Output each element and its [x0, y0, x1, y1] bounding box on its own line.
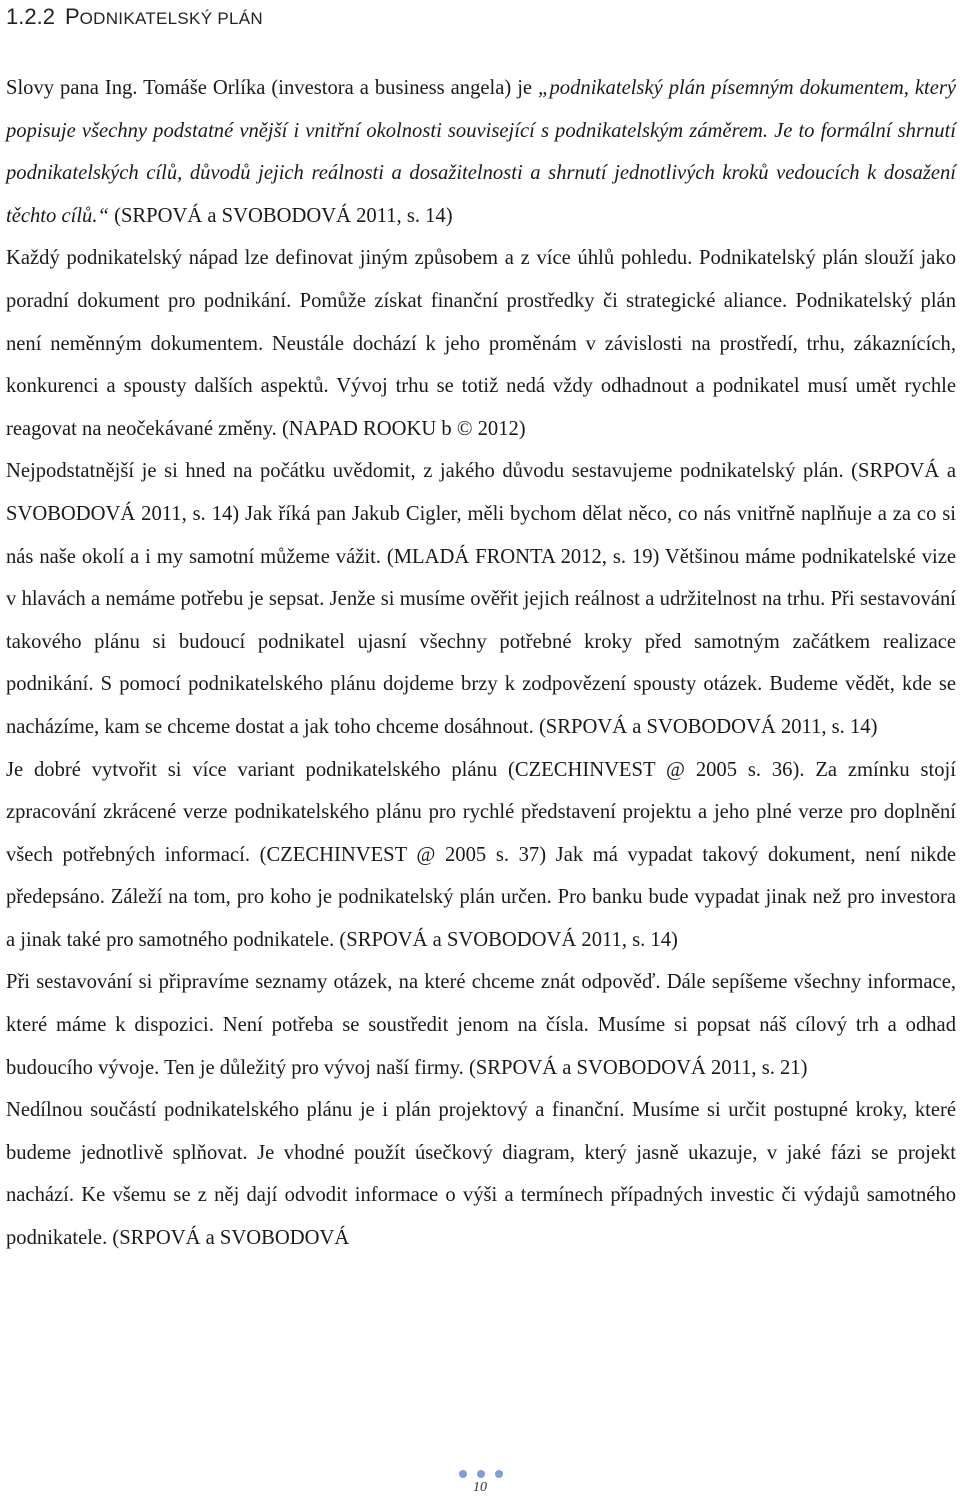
section-heading	[6, 0, 956, 36]
citation-text: (SRPOVÁ a SVOBODOVÁ 2011, s. 14)	[108, 204, 453, 227]
paragraph-variants: Je dobré vytvořit si více variant podnikatelského plánu (CZECHINVEST @ 2005 s. 36). Za zmínku stojí zpracování zkrácené verze podnikatelského plánu pro rychlé představení projektu a jeho plné verze pro doplnění všech potřebných informací. (CZECHINVEST @ 2005 s. 37) Jak má vypadat takový dokument, není nikde předepsáno. Záleží na tom, pro koho je podnikatelský plán určen. Pro banku bude vypadat jinak než pro investora a jinak také pro samotného podnikatele. (SRPOVÁ a SVOBODOVÁ 2011, s. 14)	[6, 758, 956, 951]
italic-quote: „podnikatelský plán písemným dokumentem, který popisuje všechny podstatné vnější i vnitřní okolnosti související s podnikatelským záměrem. Je to formální shrnutí podnikatelských cílů, důvodů jejich reálnosti a dosažitelnosti a shrnutí jednotlivých kroků vedoucích k dosažení těchto cílů.“	[6, 77, 956, 227]
paragraph-business-idea: Každý podnikatelský nápad lze definovat jiným způsobem a z více úhlů pohledu. Podnikatelský plán slouží jako poradní dokument pro podnikání. Pomůže získat finanční prostředky či strategické aliance. Podnikatelský plán není neměnným dokumentem. Neustále dochází k jeho proměnám v závislosti na prostředí, trhu, zákaznících, konkurenci a spousty dalších aspektů. Vývoj trhu se totiž nedá vždy odhadnout a podnikatel musí umět rychle reagovat na neočekávané změny. (NAPAD ROOKU b © 2012)	[6, 247, 956, 440]
section-number: 1.2.2	[6, 4, 55, 29]
section-title-rest: ODNIKATELSKÝ PLÁN	[79, 9, 263, 28]
section-title-initial: P	[64, 4, 80, 29]
footer-dots-ornament	[459, 1470, 503, 1478]
paragraph-purpose: Nejpodstatnější je si hned na počátku uvědomit, z jakého důvodu sestavujeme podnikatelský plán. (SRPOVÁ a SVOBODOVÁ 2011, s. 14) Jak říká pan Jakub Cigler, měli bychom dělat něco, co nás vnitřně naplňuje a za co si nás naše okolí a i my samotní můžeme vážit. (MLADÁ FRONTA 2012, s. 19) Většinou máme podnikatelské vize v hlavách a nemáme potřebu je sepsat. Jenže si musíme ověřit jejich reálnost a udržitelnost na trhu. Při sestavování takového plánu si budoucí podnikatel ujasní všechny potřebné kroky před samotným začátkem realizace podnikání. S pomocí podnikatelského plánu dojdeme brzy k zodpovězení spousty otázek. Budeme vědět, kde se nacházíme, kam se chceme dostat a jak toho chceme dosáhnout. (SRPOVÁ a SVOBODOVÁ 2011, s. 14)	[6, 460, 956, 738]
footer-dot	[459, 1470, 467, 1478]
paragraph-questions: Při sestavování si připravíme seznamy otázek, na které chceme znát odpověď. Dále sepíšeme všechny informace, které máme k dispozici. Není potřeba se soustředit jenom na čísla. Musíme si popsat náš cílový trh a odhad budoucího vývoje. Ten je důležitý pro vývoj naší firmy. (SRPOVÁ a SVOBODOVÁ 2011, s. 21)	[6, 971, 956, 1079]
paragraph-project-plan: Nedílnou součástí podnikatelského plánu je i plán projektový a finanční. Musíme si určit postupné kroky, které budeme jednotlivě splňovat. Je vhodné použít úsečkový diagram, který jasně ukazuje, v jaké fázi se projekt nachází. Ke všemu se z něj dají odvodit informace o výši a termínech případných investic či výdajů samotného podnikatele. (SRPOVÁ a SVOBODOVÁ	[6, 1099, 956, 1250]
page-number: 10	[473, 1480, 487, 1495]
page-footer	[0, 1466, 960, 1496]
document-page	[6, 0, 956, 1260]
paragraph-intro-text: Slovy pana Ing. Tomáše Orlíka (investora a business angela) je	[6, 77, 539, 99]
paragraph-definition	[6, 67, 956, 237]
footer-dot	[477, 1470, 485, 1478]
footer-dot	[495, 1470, 503, 1478]
